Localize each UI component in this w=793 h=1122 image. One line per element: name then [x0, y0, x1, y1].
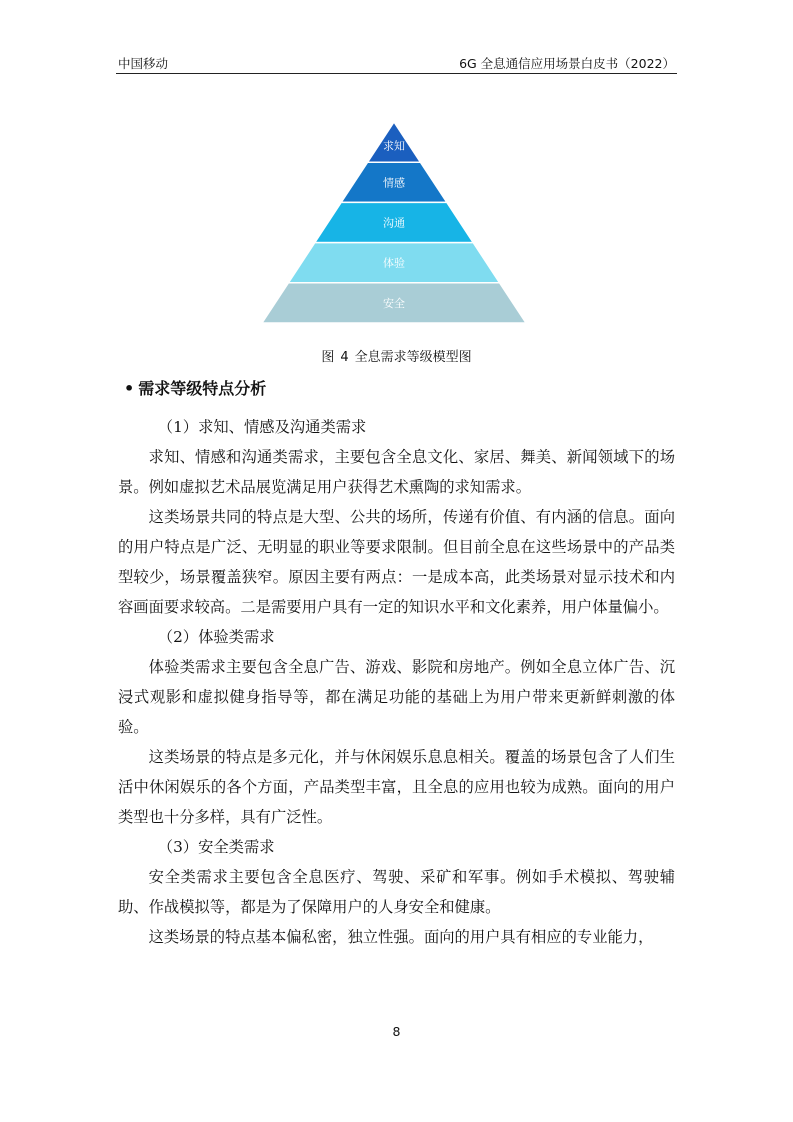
demand-pyramid-figure [0, 0, 793, 330]
subheading: （3）安全类需求 [157, 838, 275, 856]
pyramid-layer-label: 安全 [383, 296, 405, 310]
caption-prefix: 图 [321, 350, 335, 365]
paragraph: 求知、情感和沟通类需求，主要包含全息文化、家居、舞美、新闻领域下的场景。例如虚拟艺术品展览满足用户获得艺术熏陶的求知需求。 [118, 448, 675, 496]
subheading: （1）求知、情感及沟通类需求 [157, 418, 367, 436]
header-document-title: 6G 全息通信应用场景白皮书（2022） [459, 56, 675, 71]
header-company: 中国移动 [118, 56, 169, 71]
section-heading [124, 376, 266, 399]
paragraph: 这类场景共同的特点是大型、公共的场所，传递有价值、有内涵的信息。面向的用户特点是广泛、无明显的职业等要求限制。但目前全息在这些场景中的产品类型较少，场景覆盖狭窄。原因主要有两点：一是成本高，此类场景对显示技术和内容画面要求较高。二是需要用户具有一定的知识水平和文化素养，用户体量偏小。 [118, 508, 675, 616]
paragraph: 这类场景的特点基本偏私密，独立性强。面向的用户具有相应的专业能力， [148, 928, 654, 946]
caption-number: 4 [340, 350, 349, 365]
pyramid-layer-label: 求知 [383, 139, 405, 153]
figure-caption [0, 346, 793, 365]
bullet-icon: • [124, 379, 135, 398]
pyramid-layer-label: 体验 [383, 256, 405, 270]
pyramid-layer-label: 情感 [383, 176, 405, 190]
caption-text: 全息需求等级模型图 [354, 350, 472, 365]
body-text [118, 412, 675, 952]
subheading: （2）体验类需求 [157, 628, 275, 646]
page-number: 8 [392, 1024, 401, 1039]
pyramid-layer-label: 沟通 [383, 216, 405, 230]
section-title: 需求等级特点分析 [138, 379, 267, 398]
paragraph: 这类场景的特点是多元化，并与休闲娱乐息息相关。覆盖的场景包含了人们生活中休闲娱乐的各个方面，产品类型丰富，且全息的应用也较为成熟。面向的用户类型也十分多样，具有广泛性。 [118, 748, 675, 826]
paragraph: 安全类需求主要包含全息医疗、驾驶、采矿和军事。例如手术模拟、驾驶辅助、作战模拟等，都是为了保障用户的人身安全和健康。 [118, 868, 675, 916]
paragraph: 体验类需求主要包含全息广告、游戏、影院和房地产。例如全息立体广告、沉浸式观影和虚拟健身指导等，都在满足功能的基础上为用户带来更新鲜刺激的体验。 [118, 658, 675, 736]
